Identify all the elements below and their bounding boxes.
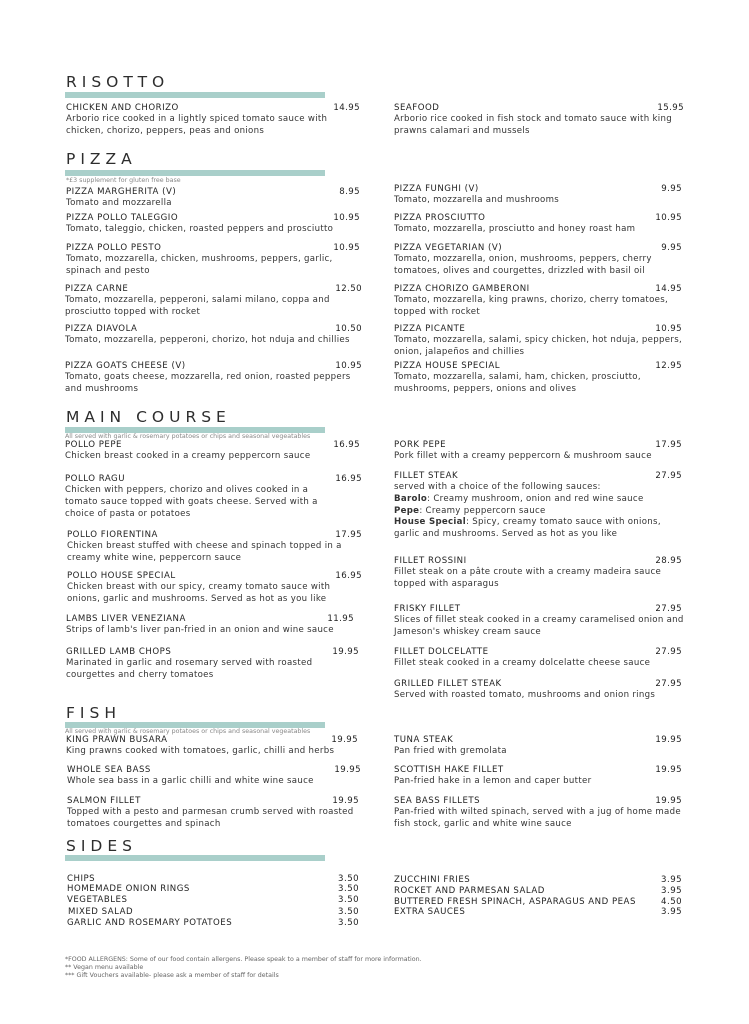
section-divider <box>65 92 325 98</box>
menu-item: GRILLED LAMB CHOPS 19.95 Marinated in garlic and rosemary served with roasted courgettes and cherry tomatoes <box>66 647 359 680</box>
menu-item: FILLET ROSSINI 28.95 Fillet steak on a pâte croute with a creamy madeira sauce topped with asparagus <box>394 556 682 589</box>
menu-item: POLLO RAGU 16.95 Chicken with peppers, chorizo and olives cooked in a tomato sauce topped with goats cheese. Served with a choice of pasta or potatoes <box>65 474 362 519</box>
menu-item: KING PRAWN BUSARA 19.95 King prawns cooked with tomatoes, garlic, chilli and herbs <box>66 735 358 756</box>
side-item-name: EXTRA SAUCES <box>394 907 466 917</box>
menu-item: FRISKY FILLET 27.95 Slices of fillet steak cooked in a creamy caramelised onion and Jameson's whiskey cream sauce <box>394 604 684 637</box>
allergen-notice: *FOOD ALLERGENS: Some of our food contain allergens. Please speak to a member of staff for more information. <box>65 956 422 963</box>
side-item-name: BUTTERED FRESH SPINACH, ASPARAGUS AND PEAS <box>394 897 636 907</box>
main-course-heading: MAIN COURSE <box>66 408 231 426</box>
menu-item: PIZZA CARNE 12.50 Tomato, mozzarella, pepperoni, salami milano, coppa and prosciutto topped with rocket <box>65 284 362 317</box>
section-divider <box>65 170 325 176</box>
menu-item: SCOTTISH HAKE FILLET 19.95 Pan-fried hake in a lemon and caper butter <box>394 765 682 786</box>
menu-item: PIZZA GOATS CHEESE (V) 10.95 Tomato, goats cheese, mozzarella, red onion, roasted peppers and mushrooms <box>65 361 362 394</box>
side-item-name: GARLIC AND ROSEMARY POTATOES <box>67 918 233 928</box>
menu-item: POLLO HOUSE SPECIAL 16.95 Chicken breast with our spicy, creamy tomato sauce with onions, garlic and mushrooms. Served as hot as you like <box>67 571 362 604</box>
side-item-name: ROCKET AND PARMESAN SALAD <box>394 886 545 896</box>
fish-heading: FISH <box>66 704 121 722</box>
side-item-name: MIXED SALAD <box>68 907 134 917</box>
menu-item: POLLO FIORENTINA 17.95 Chicken breast stuffed with cheese and spinach topped in a creamy white wine, peppercorn sauce <box>67 530 362 563</box>
menu-item: PIZZA FUNGHI (V) 9.95 Tomato, mozzarella and mushrooms <box>394 184 682 205</box>
menu-item: PIZZA HOUSE SPECIAL 12.95 Tomato, mozzarella, salami, ham, chicken, prosciutto, mushrooms, peppers, onions and olives <box>394 361 682 394</box>
vegan-notice: ** Vegan menu available <box>65 964 144 971</box>
menu-item: PORK PEPE 17.95 Pork fillet with a creamy peppercorn & mushroom sauce <box>394 440 682 461</box>
menu-item: TUNA STEAK 19.95 Pan fried with gremolata <box>394 735 682 756</box>
menu-item: CHICKEN AND CHORIZO 14.95 Arborio rice cooked in a lightly spiced tomato sauce with chicken, chorizo, peppers, peas and onions <box>66 103 360 136</box>
menu-item: PIZZA DIAVOLA 10.50 Tomato, mozzarella, pepperoni, chorizo, hot nduja and chillies <box>65 324 362 345</box>
side-item-price: 3.50 <box>338 918 360 928</box>
side-item-price: 3.50 <box>338 895 360 905</box>
menu-item: PIZZA PICANTE 10.95 Tomato, mozzarella, salami, spicy chicken, hot nduja, peppers, onion, jalapeños and chillies <box>394 324 683 357</box>
sides-heading: SIDES <box>66 837 137 855</box>
side-item-price: 3.95 <box>661 907 683 917</box>
menu-item: PIZZA POLLO PESTO 10.95 Tomato, mozzarella, chicken, mushrooms, peppers, garlic, spinach and pesto <box>66 243 360 276</box>
side-item-name: ZUCCHINI FRIES <box>394 875 471 885</box>
gift-voucher-notice: *** Gift Vouchers available- please ask a member of staff for details <box>65 972 279 979</box>
menu-item: PIZZA VEGETARIAN (V) 9.95 Tomato, mozzarella, onion, mushrooms, peppers, cherry tomatoes, olives and courgettes, drizzled with basil oil <box>394 243 682 276</box>
pizza-note: *£3 supplement for gluten free base <box>66 177 181 184</box>
main-course-note: All served with garlic & rosemary potatoes or chips and seasonal vegeatables <box>65 433 311 440</box>
menu-item: SALMON FILLET 19.95 Topped with a pesto and parmesan crumb served with roasted tomatoes courgettes and spinach <box>67 796 359 829</box>
menu-item: WHOLE SEA BASS 19.95 Whole sea bass in a garlic chilli and white wine sauce <box>67 765 361 786</box>
menu-item: GRILLED FILLET STEAK 27.95 Served with roasted tomato, mushrooms and onion rings <box>394 679 682 700</box>
side-item-price: 3.50 <box>338 884 360 894</box>
side-item-name: VEGETABLES <box>67 895 128 905</box>
menu-item: PIZZA MARGHERITA (V) 8.95 Tomato and mozzarella <box>66 187 360 208</box>
side-item-price: 3.95 <box>661 886 683 896</box>
menu-item: FILLET DOLCELATTE 27.95 Fillet steak cooked in a creamy dolcelatte cheese sauce <box>394 647 682 668</box>
menu-item: FILLET STEAK 27.95 served with a choice of the following sauces: Barolo: Creamy mushroom, onion and red wine sauce Pepe: Creamy peppercorn sauce House Special: Spicy, creamy tomato sauce with onions, garlic and mushrooms. Served as hot as you like <box>394 471 682 540</box>
side-item-name: HOMEMADE ONION RINGS <box>67 884 190 894</box>
menu-item: SEA BASS FILLETS 19.95 Pan-fried with wilted spinach, served with a jug of home made fish stock, garlic and white wine sauce <box>394 796 682 829</box>
menu-item: POLLO PEPE 16.95 Chicken breast cooked in a creamy peppercorn sauce <box>65 440 360 461</box>
menu-item: PIZZA POLLO TALEGGIO 10.95 Tomato, taleggio, chicken, roasted peppers and prosciutto <box>66 213 360 234</box>
side-item-price: 3.50 <box>338 874 360 884</box>
side-item-price: 3.50 <box>338 907 360 917</box>
menu-item: PIZZA PROSCIUTTO 10.95 Tomato, mozzarella, prosciutto and honey roast ham <box>394 213 682 234</box>
menu-item: LAMBS LIVER VENEZIANA 11.95 Strips of lamb's liver pan-fried in an onion and wine sauce <box>66 614 354 635</box>
pizza-heading: PIZZA <box>66 150 137 168</box>
menu-item: SEAFOOD 15.95 Arborio rice cooked in fish stock and tomato sauce with king prawns calamari and mussels <box>394 103 684 136</box>
side-item-name: CHIPS <box>67 874 96 884</box>
menu-item: PIZZA CHORIZO GAMBERONI 14.95 Tomato, mozzarella, king prawns, chorizo, cherry tomatoes, topped with rocket <box>394 284 682 317</box>
side-item-price: 4.50 <box>661 897 683 907</box>
risotto-heading: RISOTTO <box>66 73 170 91</box>
section-divider <box>65 855 325 861</box>
fish-note: All served with garlic & rosemary potatoes or chips and seasonal vegeatables <box>65 728 311 735</box>
side-item-price: 3.95 <box>661 875 683 885</box>
